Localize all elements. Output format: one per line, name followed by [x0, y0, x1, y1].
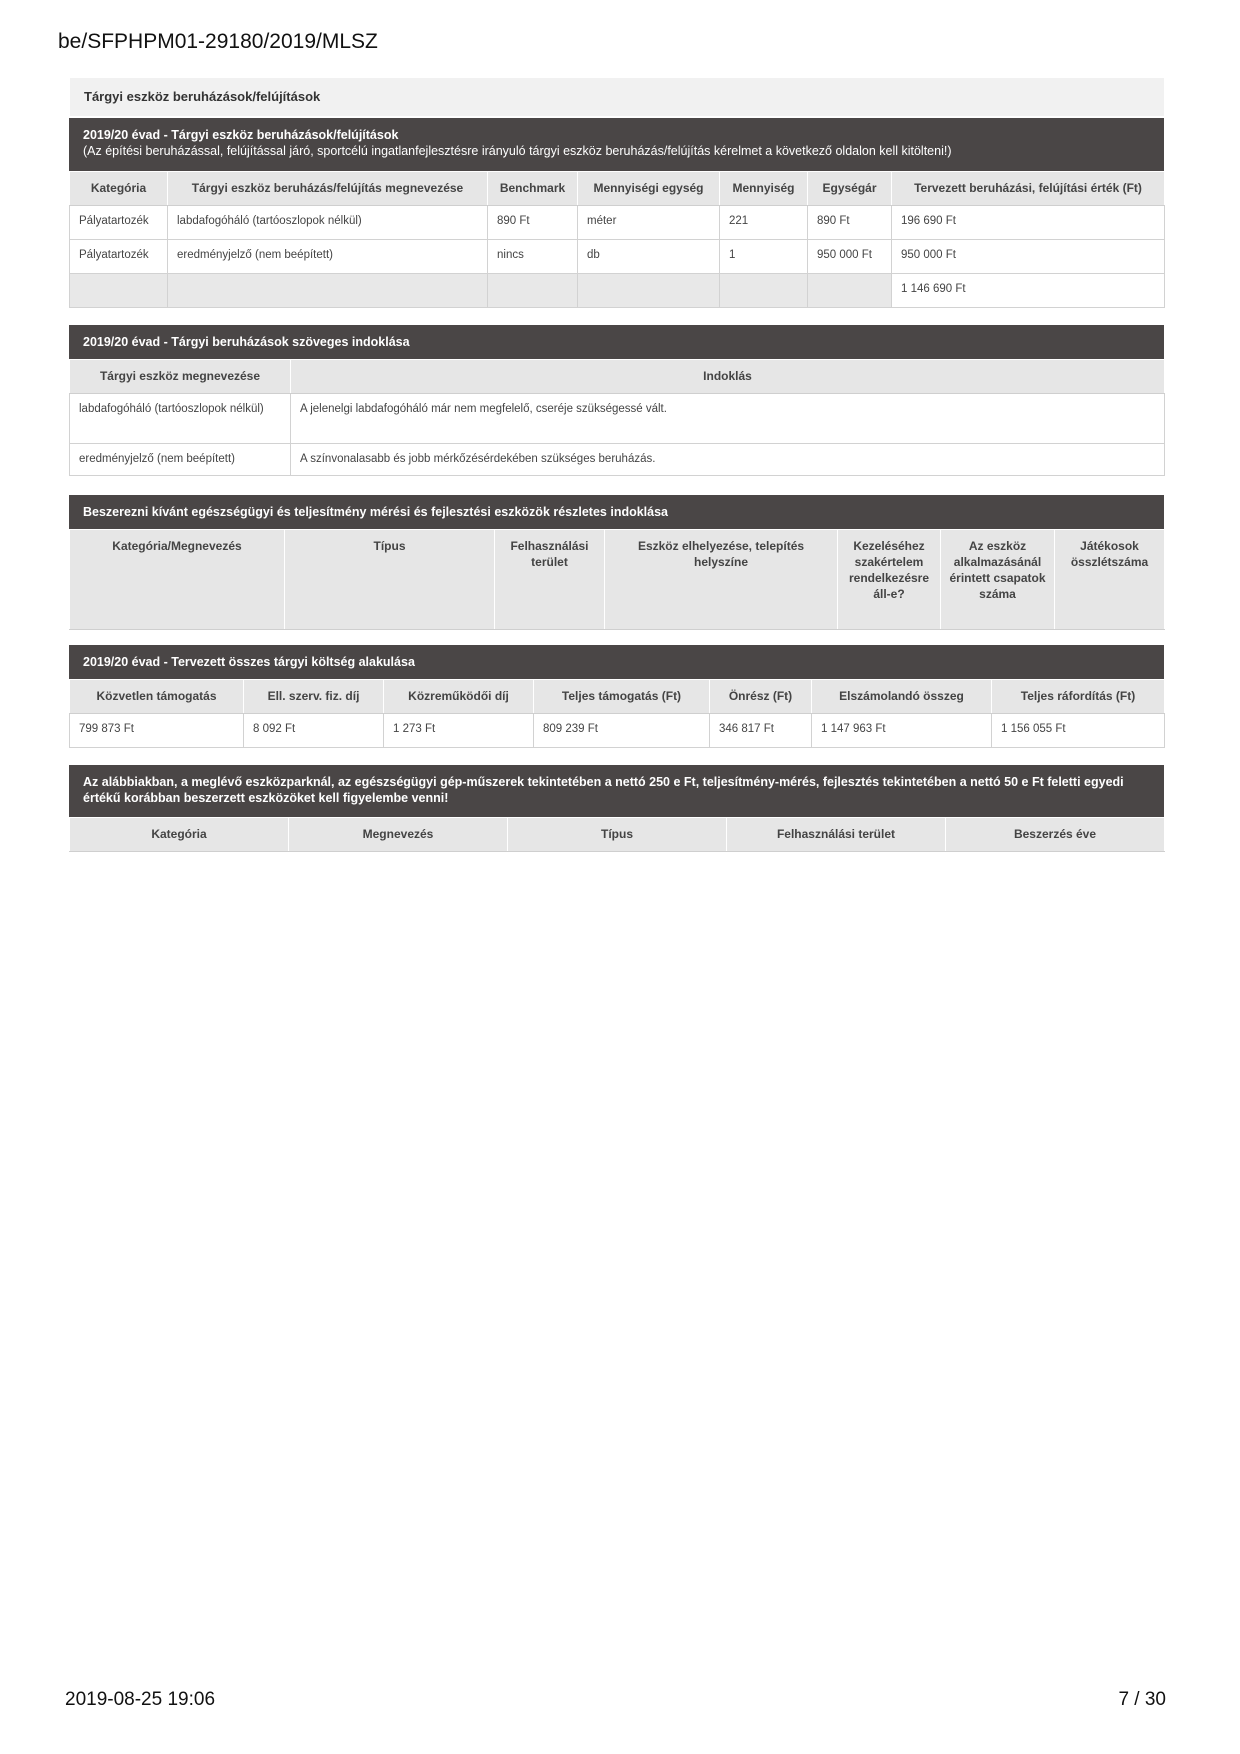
col-header: Felhasználási terület: [727, 818, 946, 852]
col-header: Eszköz elhelyezése, telepítés helyszíne: [605, 530, 838, 630]
col-header: Egységár: [808, 172, 892, 206]
cell: 890 Ft: [808, 206, 892, 240]
justification-title: 2019/20 évad - Tárgyi beruházások szöveges indoklása: [69, 325, 1164, 359]
total-row: [70, 274, 1165, 308]
investments-table: [69, 171, 1165, 308]
investments-title: 2019/20 évad - Tárgyi eszköz beruházások/felújítások: [83, 128, 399, 142]
table-row: [70, 240, 1165, 274]
cell: labdafogóháló (tartóoszlopok nélkül): [168, 206, 488, 240]
table-row: [70, 206, 1165, 240]
page-number: 7 / 30: [1118, 1689, 1166, 1710]
empty-cell: [168, 274, 488, 308]
cell: 1 147 963 Ft: [812, 714, 992, 748]
health-equipment-block: [69, 495, 1164, 630]
justification-table: [69, 359, 1165, 476]
col-header: Mennyiségi egység: [578, 172, 720, 206]
existing-assets-table: [69, 817, 1165, 852]
cell: eredményjelző (nem beépített): [168, 240, 488, 274]
investments-header: [69, 118, 1164, 171]
col-header: Ell. szerv. fiz. díj: [244, 680, 384, 714]
col-header: Megnevezés: [289, 818, 508, 852]
cell: 1 156 055 Ft: [992, 714, 1165, 748]
total-value: 1 146 690 Ft: [892, 274, 1165, 308]
investments-subtitle: (Az építési beruházással, felújítással járó, sportcélú ingatlanfejlesztésre irányuló tárgyi eszköz beruházás/felújítás kérelmet a következő oldalon kell kitölteni!): [83, 144, 952, 158]
col-header: Felhasználási terület: [495, 530, 605, 630]
col-header: Tárgyi eszköz beruházás/felújítás megnevezése: [168, 172, 488, 206]
cell: 799 873 Ft: [70, 714, 244, 748]
col-header: Beszerzés éve: [946, 818, 1165, 852]
cell: méter: [578, 206, 720, 240]
cell: 221: [720, 206, 808, 240]
document-id: be/SFPHPM01-29180/2019/MLSZ: [58, 30, 378, 53]
cell: A színvonalasabb és jobb mérkőzésérdekében szükséges beruházás.: [291, 444, 1165, 476]
empty-cell: [488, 274, 578, 308]
cell: 809 239 Ft: [534, 714, 710, 748]
cell: 950 000 Ft: [808, 240, 892, 274]
col-header: Indoklás: [291, 360, 1165, 394]
empty-cell: [720, 274, 808, 308]
col-header: Mennyiség: [720, 172, 808, 206]
cell: db: [578, 240, 720, 274]
cell: 1: [720, 240, 808, 274]
col-header: Teljes ráfordítás (Ft): [992, 680, 1165, 714]
col-header: Tervezett beruházási, felújítási érték (Ft): [892, 172, 1165, 206]
costs-title: 2019/20 évad - Tervezett összes tárgyi költség alakulása: [69, 645, 1164, 679]
col-header: Tárgyi eszköz megnevezése: [70, 360, 291, 394]
col-header: Közreműködői díj: [384, 680, 534, 714]
costs-table: [69, 679, 1165, 748]
empty-cell: [808, 274, 892, 308]
table-row: [70, 714, 1165, 748]
cell: 346 817 Ft: [710, 714, 812, 748]
col-header: Az eszköz alkalmazásánál érintett csapatok száma: [941, 530, 1055, 630]
col-header: Kategória: [70, 818, 289, 852]
section-title: Tárgyi eszköz beruházások/felújítások: [70, 78, 1164, 116]
existing-assets-title: Az alábbiakban, a meglévő eszközparknál, az egészségügyi gép-műszerek tekintetében a nettó 250 e Ft, teljesítmény-mérés, fejlesztés tekintetében a nettó 50 e Ft feletti egyedi értékű korábban beszerzett eszközöket kell figyelembe venni!: [69, 765, 1164, 817]
col-header: Elszámolandó összeg: [812, 680, 992, 714]
col-header: Benchmark: [488, 172, 578, 206]
col-header: Teljes támogatás (Ft): [534, 680, 710, 714]
empty-cell: [578, 274, 720, 308]
footer-timestamp: 2019-08-25 19:06: [65, 1689, 216, 1710]
cell: labdafogóháló (tartóoszlopok nélkül): [70, 394, 291, 444]
col-header: Kezeléséhez szakértelem rendelkezésre áll-e?: [838, 530, 941, 630]
health-equipment-title: Beszerezni kívánt egészségügyi és teljesítmény mérési és fejlesztési eszközök részletes indoklása: [69, 495, 1164, 529]
col-header: Közvetlen támogatás: [70, 680, 244, 714]
empty-cell: [70, 274, 168, 308]
cell: 950 000 Ft: [892, 240, 1165, 274]
justification-block: [69, 325, 1164, 476]
investments-block: [69, 118, 1164, 308]
cell: 1 273 Ft: [384, 714, 534, 748]
existing-assets-block: [69, 765, 1164, 852]
col-header: Önrész (Ft): [710, 680, 812, 714]
cell: 196 690 Ft: [892, 206, 1165, 240]
col-header: Kategória: [70, 172, 168, 206]
cell: 8 092 Ft: [244, 714, 384, 748]
cell: eredményjelző (nem beépített): [70, 444, 291, 476]
col-header: Típus: [285, 530, 495, 630]
costs-block: [69, 645, 1164, 748]
col-header: Játékosok összlétszáma: [1055, 530, 1165, 630]
col-header: Típus: [508, 818, 727, 852]
cell: 890 Ft: [488, 206, 578, 240]
cell: A jelenelgi labdafogóháló már nem megfelelő, cseréje szükségessé vált.: [291, 394, 1165, 444]
table-row: [70, 444, 1165, 476]
col-header: Kategória/Megnevezés: [70, 530, 285, 630]
cell: Pályatartozék: [70, 206, 168, 240]
cell: nincs: [488, 240, 578, 274]
cell: Pályatartozék: [70, 240, 168, 274]
table-row: [70, 394, 1165, 444]
health-equipment-table: [69, 529, 1165, 630]
